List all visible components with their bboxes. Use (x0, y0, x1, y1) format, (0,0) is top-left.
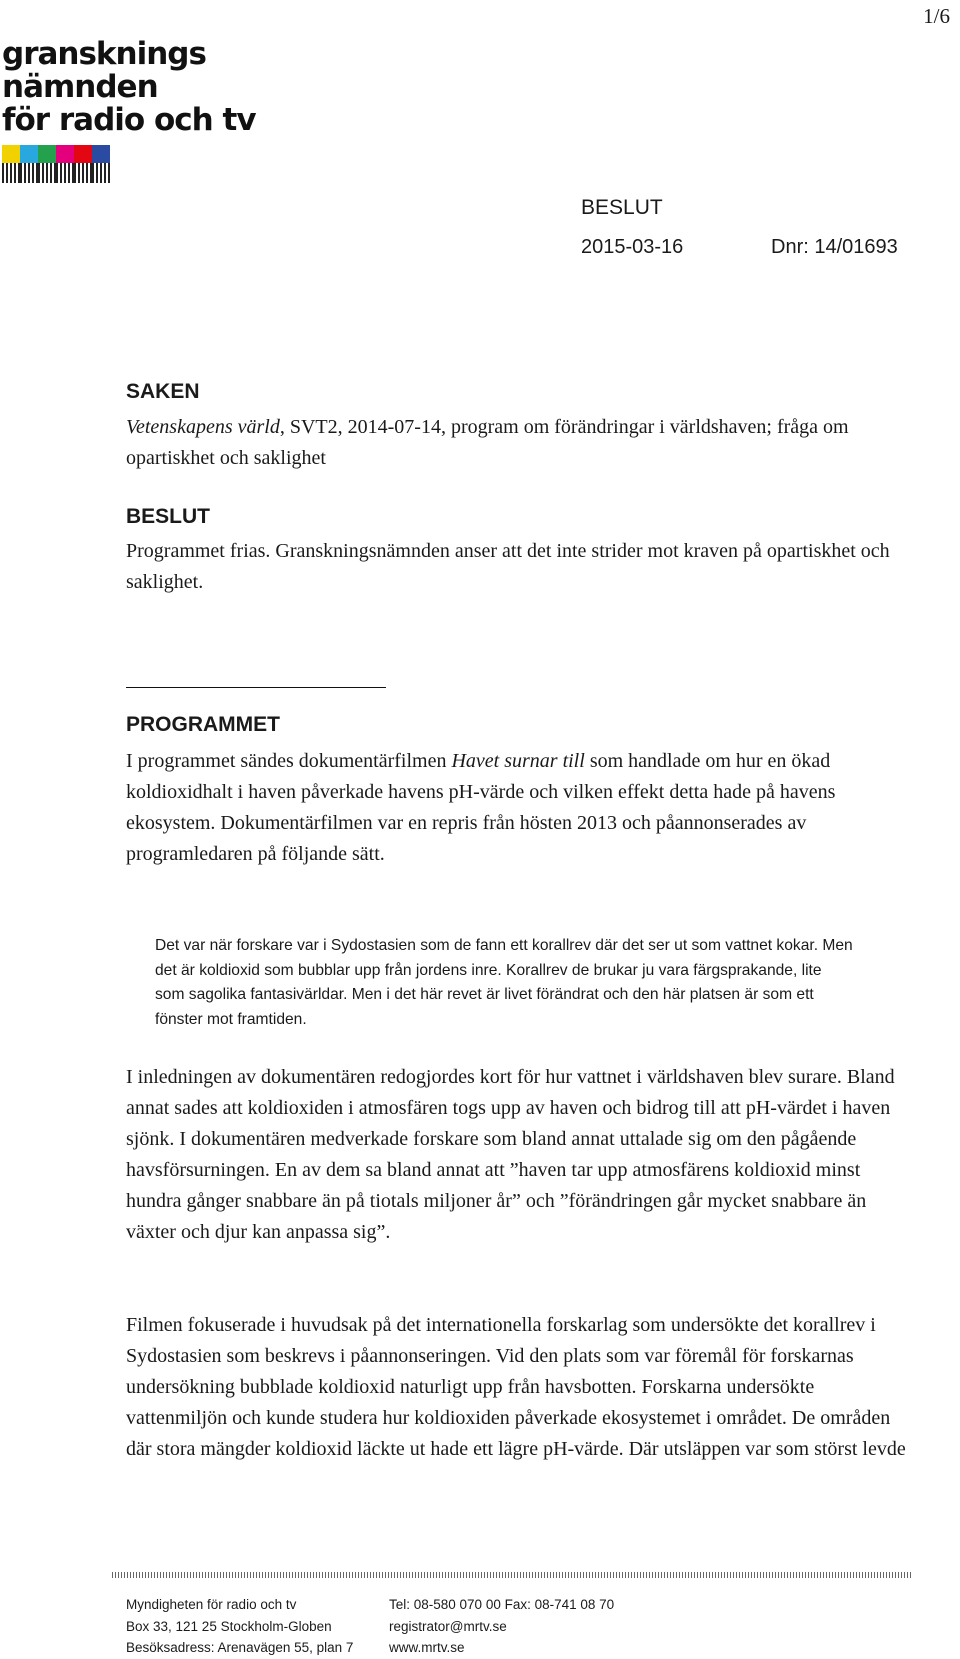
paragraph-3-text: Filmen fokuserade i huvudsak på det internationella forskarlag som undersökte det korallrev i Sydostasien som beskrevs i påannonseringen. Vid den plats som var föremål för forskarnas undersökning bubblade koldioxid naturligt upp från havsbotten. Forskarna undersökte vattenmiljön och kunde studera hur koldioxiden påverkade ekosystemet i området. De områden där stora mängder koldioxid läckte ut hade ett lägre pH-värde. Där utsläppen var som störst levde (126, 1314, 906, 1460)
logo-bar-segment (38, 145, 56, 183)
logo-line-3: för radio och tv (2, 102, 256, 138)
logo (2, 38, 256, 183)
footer-visit: Besöksadress: Arenavägen 55, plan 7 (126, 1640, 354, 1655)
program-title: Vetenskapens värld (126, 416, 280, 438)
announcement-quote: Det var när forskare var i Sydostasien som de fann ett korallrev där det ser ut som vattnet kokar. Men det är koldioxid som bubblar upp från jordens inre. Korallrev de brukar ju vara färgsprakande, lite som sagolika fantasivärldar. Men i det här revet är livet förändrat och den här platsen är som ett fönster mot framtiden. (155, 937, 853, 1028)
film-title: Havet surnar till (451, 750, 585, 772)
programmet-paragraph-3 (126, 1310, 906, 1465)
page-number: 1/6 (923, 4, 950, 28)
footer-address (126, 1594, 353, 1659)
beslut-paragraph: Programmet frias. Granskningsnämnden anser att det inte strider mot kraven på opartiskhet och saklighet. (126, 540, 890, 593)
decision-dnr: Dnr: 14/01693 (771, 236, 898, 258)
footer-contact (389, 1594, 614, 1659)
footer-web[interactable]: www.mrtv.se (389, 1640, 465, 1655)
footer-phone: Tel: 08-580 070 00 Fax: 08-741 08 70 (389, 1597, 615, 1612)
beslut-heading: BESLUT (126, 505, 210, 528)
section-divider (126, 687, 386, 688)
footer-divider (112, 1572, 912, 1578)
logo-color-bar (2, 145, 112, 183)
saken-text-rest: , SVT2, 2014-07-14, program om förändringar i världshaven; fråga om opartiskhet och saklighet (126, 416, 849, 469)
logo-bar-segment (56, 145, 74, 183)
logo-bar-segment (20, 145, 38, 183)
programmet-intro (126, 746, 906, 870)
beslut-text (126, 536, 906, 598)
decision-label: BESLUT (581, 196, 663, 219)
footer-org: Myndigheten för radio och tv (126, 1597, 297, 1612)
decision-date: 2015-03-16 (581, 236, 684, 258)
programmet-heading: PROGRAMMET (126, 713, 280, 736)
footer-box: Box 33, 121 25 Stockholm-Globen (126, 1618, 332, 1634)
intro-before: I programmet sändes dokumentärfilmen (126, 750, 452, 772)
logo-bar-segment (92, 145, 110, 183)
programmet-paragraph-2 (126, 1062, 906, 1248)
logo-line-2: nämnden (2, 69, 158, 105)
logo-line-1: gransknings (2, 36, 206, 72)
logo-bar-segment (2, 145, 20, 183)
saken-heading: SAKEN (126, 380, 200, 403)
saken-text (126, 412, 906, 474)
intro-after: som handlade om hur en ökad koldioxidhalt i haven påverkade havens pH-värde och vilken effekt detta hade på havens ekosystem. Dokumentärfilmen var en repris från hösten 2013 och påannonserades av programledaren på följande sätt. (126, 750, 836, 865)
footer-email[interactable]: registrator@mrtv.se (389, 1618, 507, 1634)
paragraph-2-text: I inledningen av dokumentären redogjordes kort för hur vattnet i världshaven blev surare. Bland annat sades att koldioxiden i atmosfären togs upp av haven och bidrog till att pH-värdet i haven sjönk. I dokumentären medverkade forskare som bland annat uttalade sig om den pågående havsförsurningen. En av dem sa bland annat att ”haven tar upp atmosfärens koldioxid minst hundra gånger snabbare än på tiotals miljoner år” och ”förändringen går mycket snabbare än växter och djur kan anpassa sig”. (126, 1066, 895, 1243)
logo-bar-segment (74, 145, 92, 183)
